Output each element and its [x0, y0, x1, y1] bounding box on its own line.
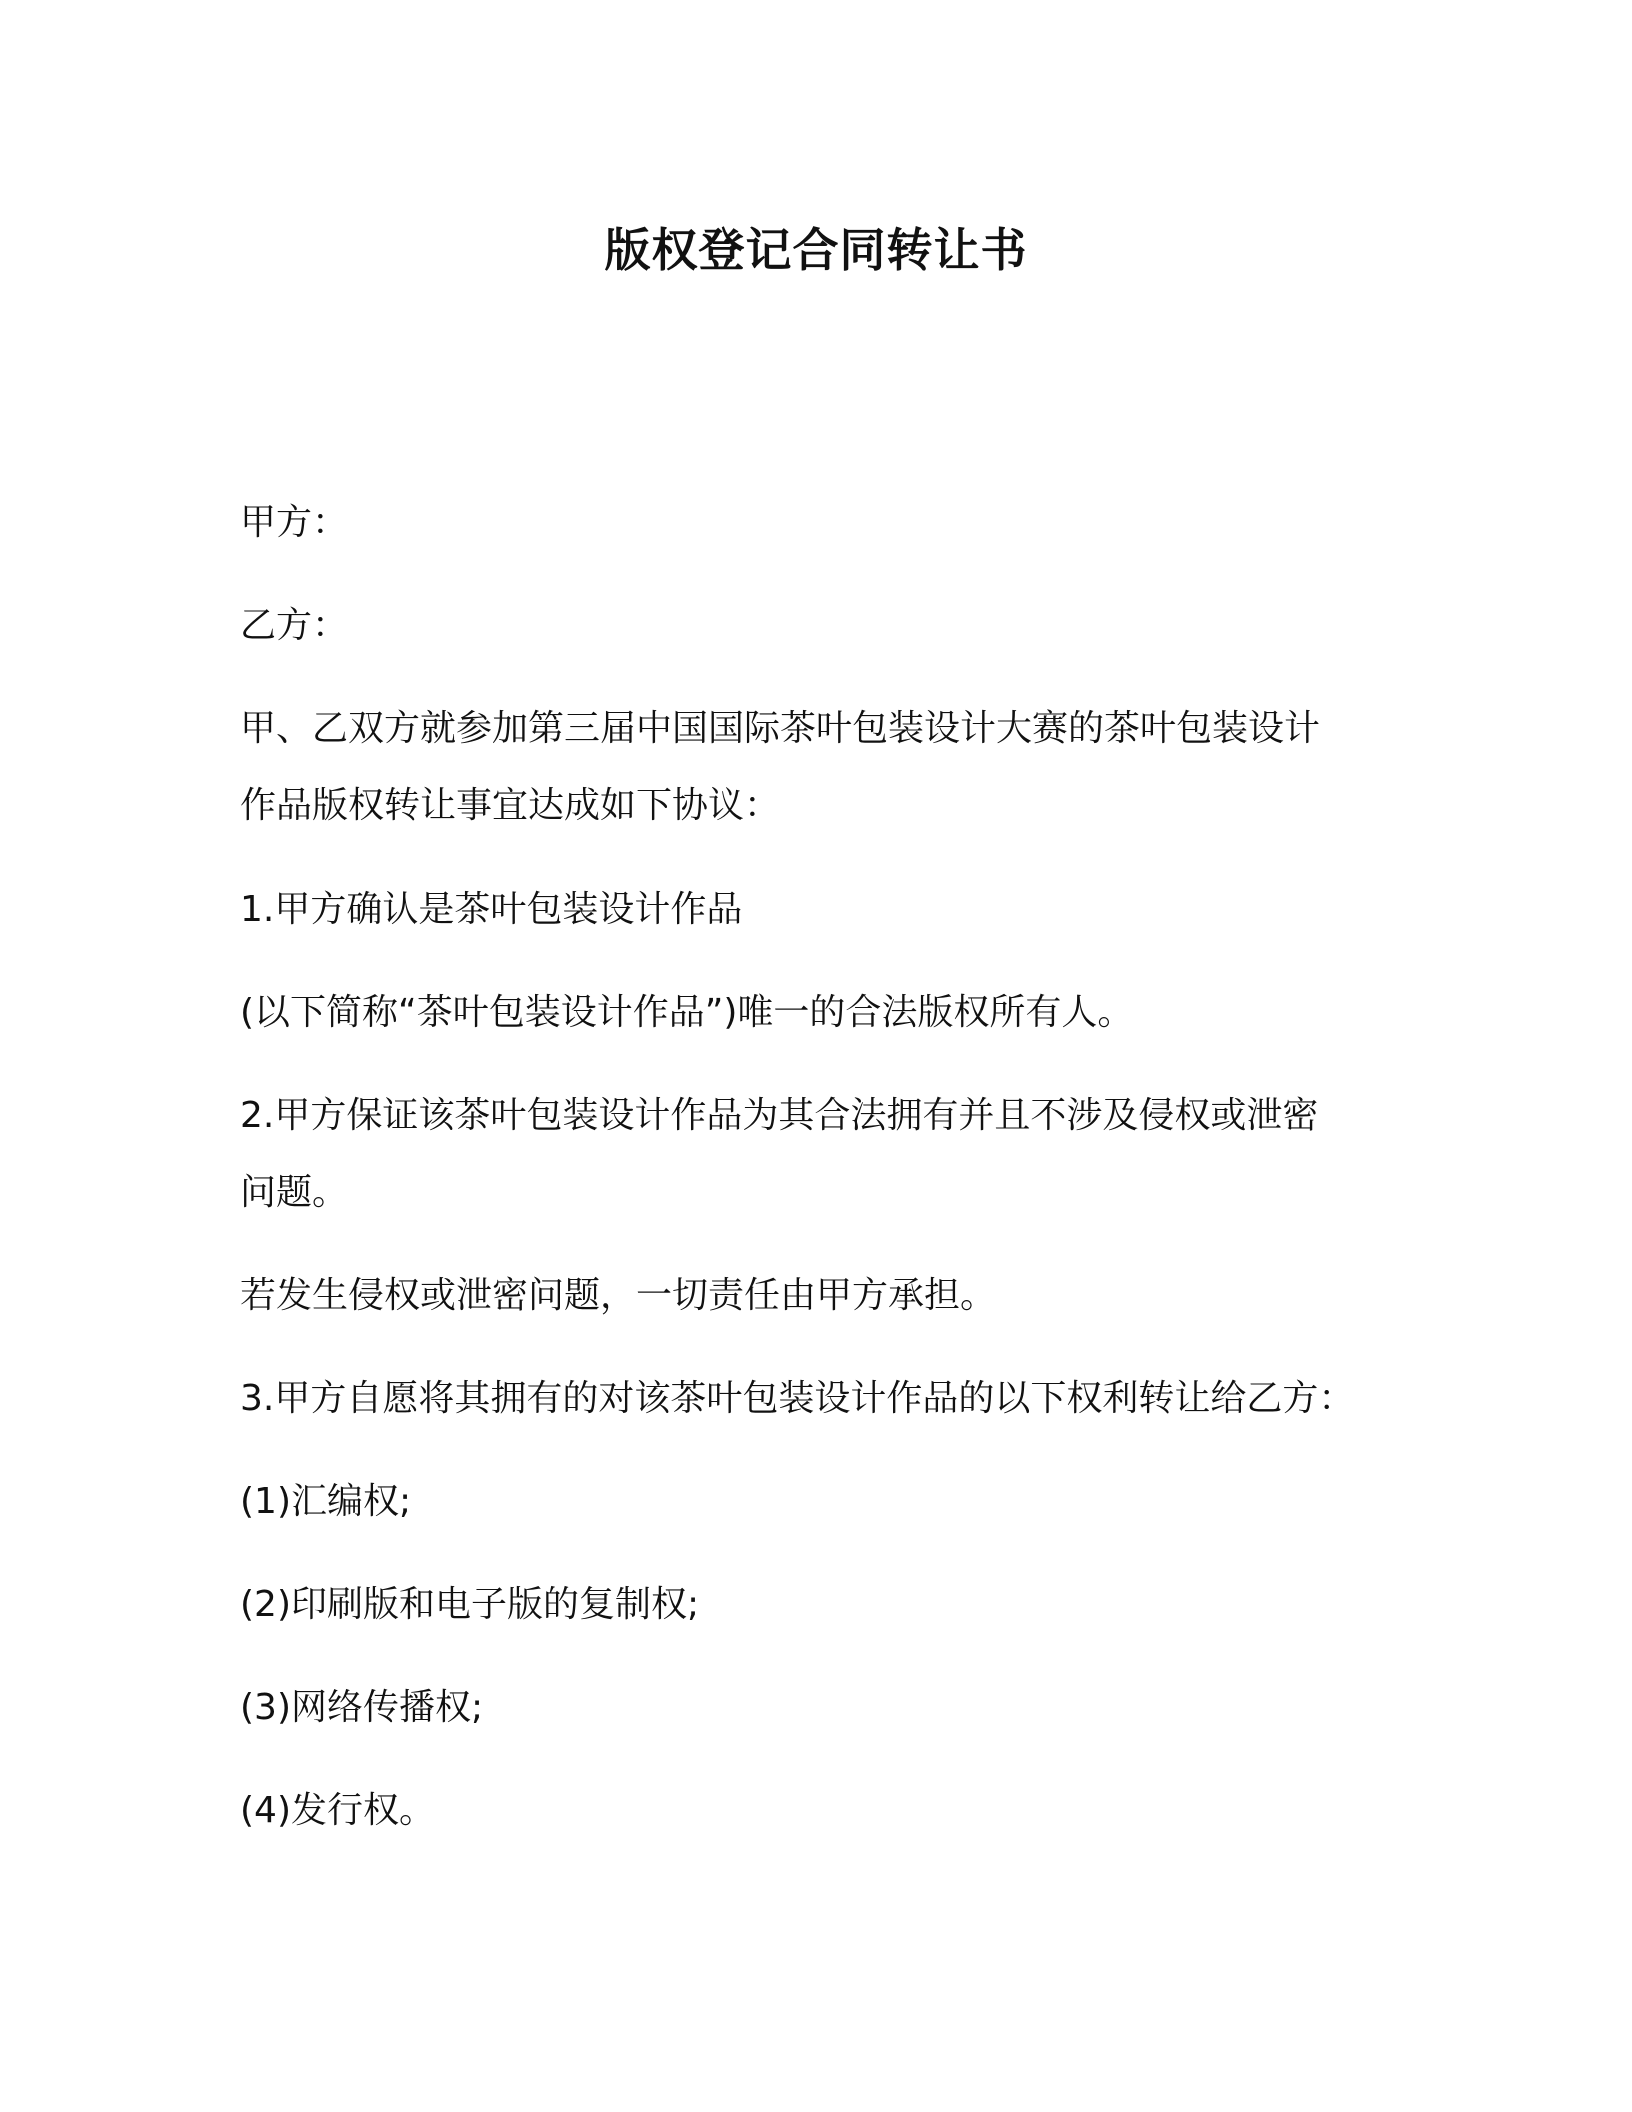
- clause-1-line-2: (以下简称“茶叶包装设计作品”)唯一的合法版权所有人。: [240, 992, 1134, 1033]
- party-a-label: 甲方：: [240, 502, 349, 543]
- right-item-2: (2)印刷版和电子版的复制权;: [240, 1584, 700, 1625]
- clause-2-line-2: 问题。: [240, 1172, 349, 1213]
- clause-2-line-3: 若发生侵权或泄密问题，一切责任由甲方承担。: [240, 1275, 997, 1316]
- party-b-label: 乙方：: [240, 605, 349, 646]
- clause-3: 3.甲方自愿将其拥有的对该茶叶包装设计作品的以下权利转让给乙方：: [240, 1378, 1355, 1419]
- right-item-1: (1)汇编权;: [240, 1481, 412, 1522]
- clause-2-line-1: 2.甲方保证该茶叶包装设计作品为其合法拥有并且不涉及侵权或泄密: [240, 1095, 1319, 1136]
- right-item-4: (4)发行权。: [240, 1790, 435, 1831]
- intro-paragraph-line-2: 作品版权转让事宜达成如下协议：: [240, 785, 781, 826]
- right-item-3: (3)网络传播权;: [240, 1687, 484, 1728]
- clause-1-line-1: 1.甲方确认是茶叶包装设计作品: [240, 889, 743, 930]
- document-title: 版权登记合同转让书: [604, 223, 1028, 277]
- intro-paragraph-line-1: 甲、乙双方就参加第三届中国国际茶叶包装设计大赛的茶叶包装设计: [240, 708, 1321, 749]
